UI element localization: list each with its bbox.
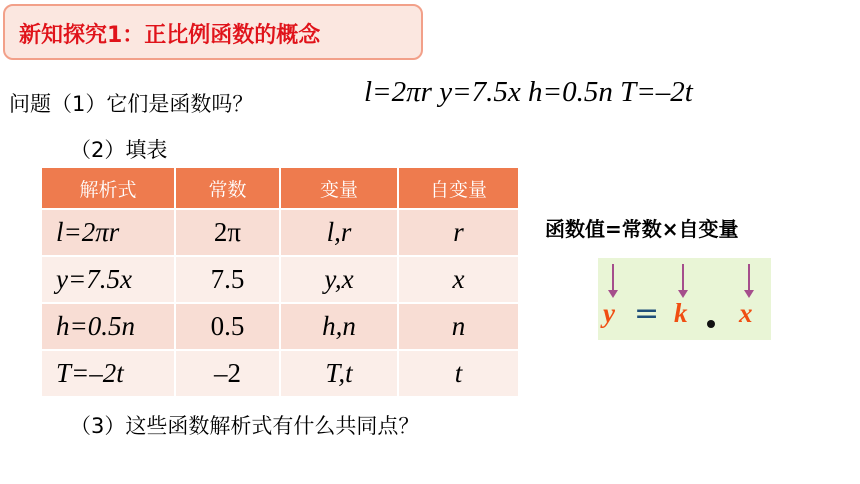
table-row [41,303,519,350]
symbol-k: k [674,298,688,328]
cell-variables: h,n [280,303,398,350]
formula-box [598,258,771,340]
cell-independent-variable: r [398,209,519,256]
header-variables: 变量 [280,167,398,209]
symbol-x: x [739,298,753,328]
cell-independent-variable: x [398,256,519,303]
equals-sign: = [634,296,660,331]
table-row [41,350,519,397]
title-box [3,4,423,60]
cell-independent-variable: t [398,350,519,397]
question-1: 问题（1）它们是函数吗？ [9,92,254,116]
question-2: （2）填表 [70,138,168,162]
cell-constant: 0.5 [175,303,280,350]
arrow-down-icon [612,264,614,294]
question-3: （3）这些函数解析式有什么共同点？ [70,414,420,438]
header-independent-variable: 自变量 [398,167,519,209]
cell-expression: y=7.5x [41,256,175,303]
cell-expression: T=–2t [41,350,175,397]
symbol-y: y [603,298,615,328]
cell-constant: –2 [175,350,280,397]
table-row [41,209,519,256]
cell-constant: 2π [175,209,280,256]
cell-expression: l=2πr [41,209,175,256]
function-formulas: l=2πr y=7.5x h=0.5n T=–2t [364,76,693,108]
cell-expression: h=0.5n [41,303,175,350]
multiply-dot-icon [707,320,715,328]
header-expression: 解析式 [41,167,175,209]
arrow-down-icon [682,264,684,294]
header-constant: 常数 [175,167,280,209]
table-header-row [41,167,519,209]
table-row [41,256,519,303]
cell-constant: 7.5 [175,256,280,303]
cell-variables: y,x [280,256,398,303]
slide-title: 新知探究1：正比例函数的概念 [19,23,321,48]
fill-table [40,166,520,398]
cell-variables: l,r [280,209,398,256]
function-value-note: 函数值=常数×自变量 [545,217,739,241]
arrow-down-icon [748,264,750,294]
cell-independent-variable: n [398,303,519,350]
cell-variables: T,t [280,350,398,397]
